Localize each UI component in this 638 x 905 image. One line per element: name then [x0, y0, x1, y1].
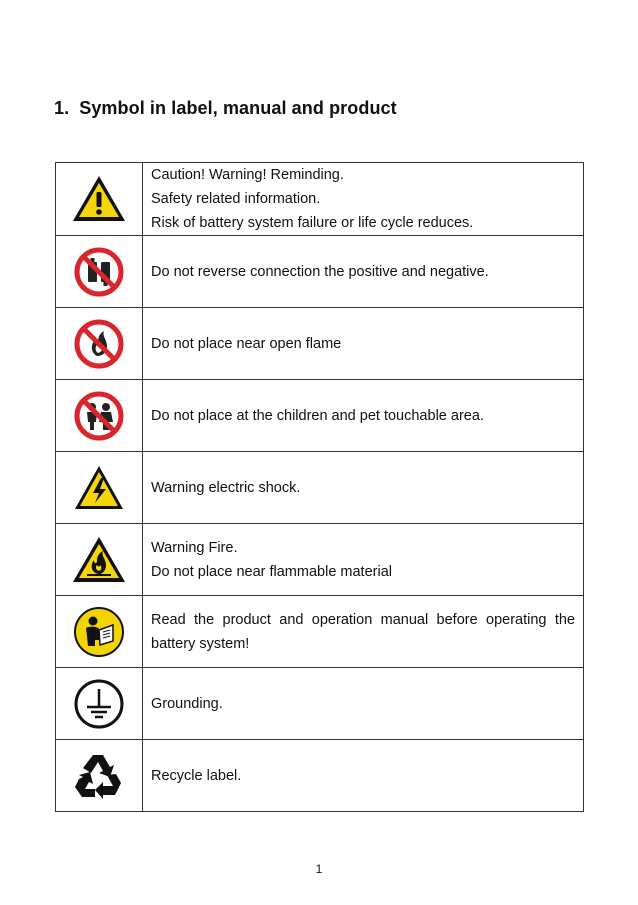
row-text-line: battery system! — [151, 635, 250, 652]
recycle-icon — [56, 751, 142, 801]
table-row — [56, 668, 584, 740]
keep-away-from-children-icon — [56, 390, 142, 442]
no-reverse-connection-icon — [56, 246, 142, 298]
row-text-line: Read the product and operation manual before operating the — [151, 611, 575, 628]
row-text-line: Do not reverse connection the positive and negative. — [151, 263, 489, 280]
row-text-line: Warning electric shock. — [151, 479, 301, 496]
row-text-line: Do not place near flammable material — [151, 563, 392, 580]
page-number: 1 — [315, 862, 323, 876]
read-manual-icon — [56, 606, 142, 658]
section-heading — [54, 98, 397, 119]
symbol-table — [55, 162, 584, 812]
row-text-line: Safety related information. — [151, 191, 321, 207]
row-text-line: Do not place at the children and pet touchable area. — [151, 407, 484, 424]
table-row — [56, 596, 584, 668]
electric-shock-warning-icon — [56, 464, 142, 512]
table-row — [56, 380, 584, 452]
row-text-line: Do not place near open flame — [151, 335, 342, 352]
section-number: 1. — [54, 98, 70, 118]
table-row — [56, 740, 584, 812]
fire-warning-icon — [56, 535, 142, 585]
table-row — [56, 163, 584, 236]
row-text-line: Grounding. — [151, 695, 223, 712]
caution-triangle-icon — [56, 174, 142, 224]
row-text-line: Warning Fire. — [151, 539, 238, 556]
table-row — [56, 308, 584, 380]
table-row — [56, 452, 584, 524]
section-title: Symbol in label, manual and product — [79, 98, 397, 118]
grounding-icon — [56, 678, 142, 730]
row-text-line: Caution! Warning! Reminding. — [151, 167, 344, 183]
row-text-line: Recycle label. — [151, 767, 242, 784]
row-text-line: Risk of battery system failure or life cycle reduces. — [151, 215, 474, 231]
table-row — [56, 524, 584, 596]
no-open-flame-icon — [56, 318, 142, 370]
table-row — [56, 236, 584, 308]
